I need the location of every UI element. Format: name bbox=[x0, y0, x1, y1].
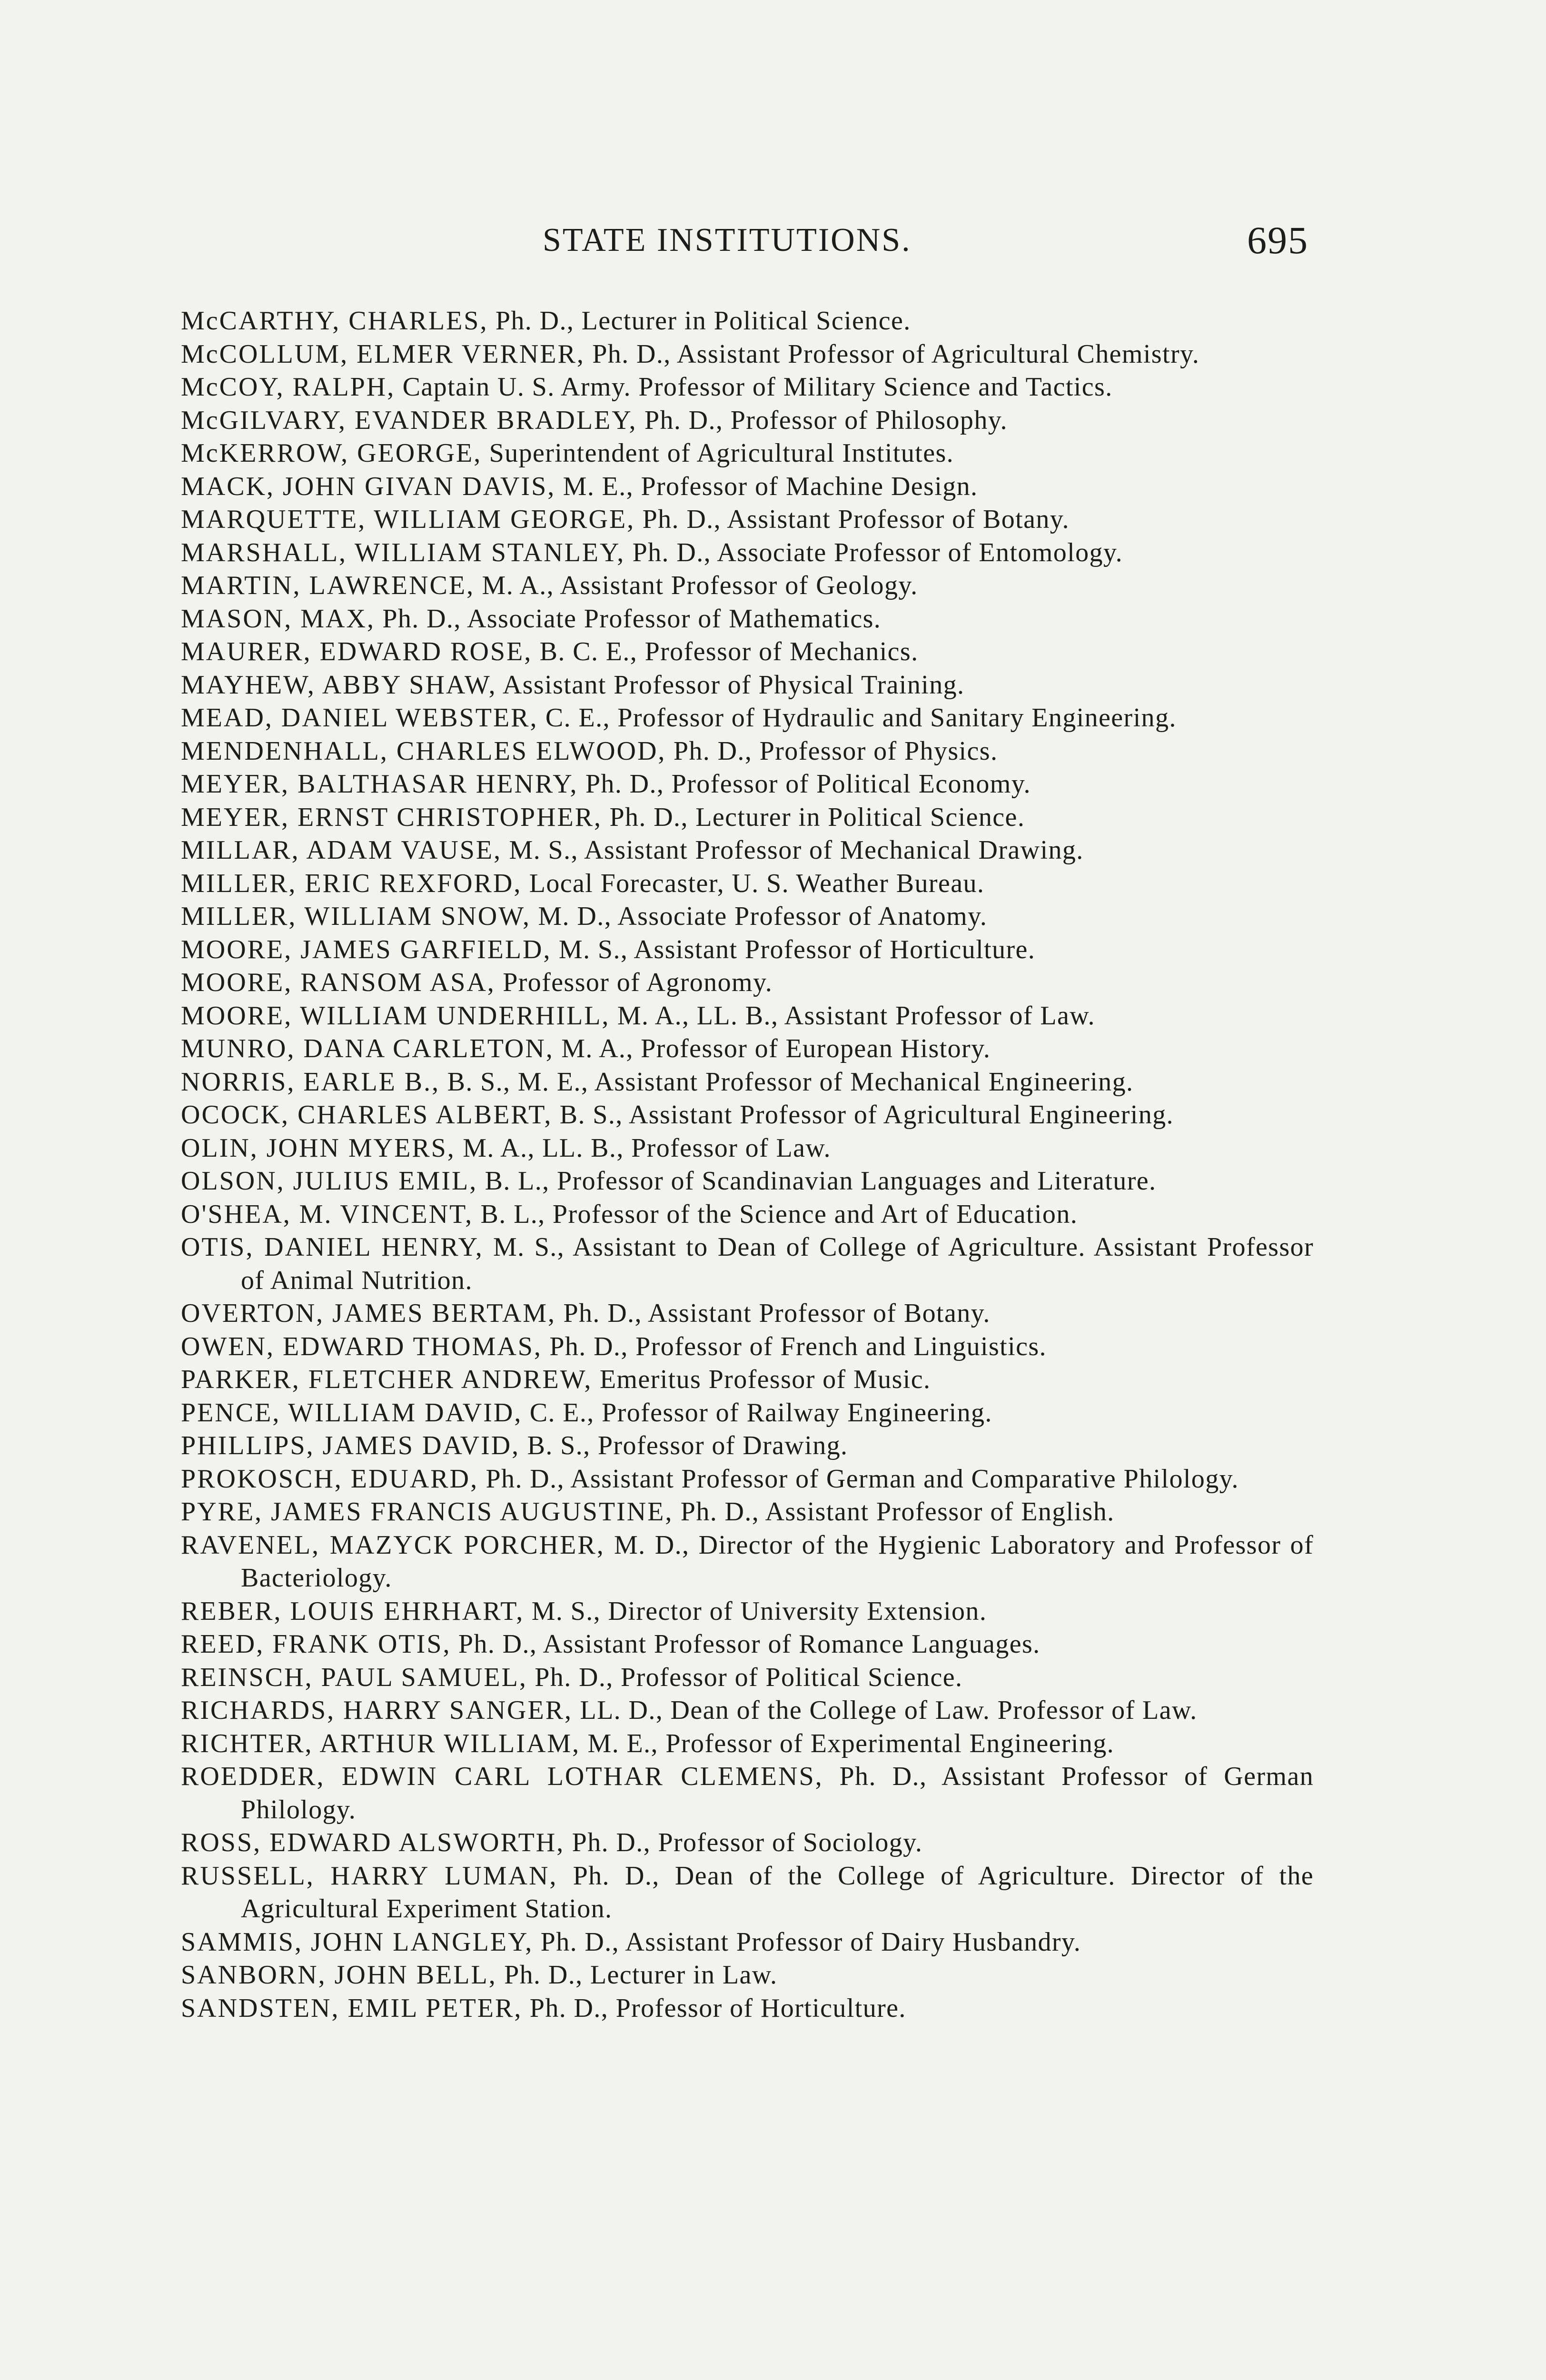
list-item bbox=[181, 569, 1314, 603]
entry-description: Ph. D., Professor of Sociology. bbox=[572, 1828, 923, 1857]
list-item bbox=[181, 1429, 1314, 1463]
entry-description: Ph. D., Associate Professor of Entomology. bbox=[632, 537, 1123, 567]
entry-name: PENCE, WILLIAM DAVID, bbox=[181, 1398, 523, 1428]
list-item bbox=[181, 735, 1314, 768]
entry-name: RICHTER, ARTHUR WILLIAM, bbox=[181, 1728, 581, 1758]
entry-description: Ph. D., Professor of French and Linguistics. bbox=[549, 1331, 1047, 1361]
list-item bbox=[181, 834, 1314, 867]
entry-description: B. S., Professor of Drawing. bbox=[527, 1431, 848, 1460]
entry-name: MILLER, WILLIAM SNOW, bbox=[181, 902, 531, 931]
entry-name: MEAD, DANIEL WEBSTER, bbox=[181, 703, 538, 733]
entry-name: SAMMIS, JOHN LANGLEY, bbox=[181, 1927, 534, 1957]
list-item bbox=[181, 470, 1314, 504]
list-item bbox=[181, 1628, 1314, 1661]
list-item bbox=[181, 1595, 1314, 1628]
entry-name: McCOLLUM, ELMER VERNER, bbox=[181, 339, 585, 369]
entry-description: M. S., Assistant Professor of Horticulture. bbox=[558, 934, 1036, 964]
entry-name: MEYER, ERNST CHRISTOPHER, bbox=[181, 802, 603, 832]
list-item bbox=[181, 933, 1314, 967]
list-item bbox=[181, 1000, 1314, 1033]
entry-name: OWEN, EDWARD THOMAS, bbox=[181, 1331, 542, 1361]
list-item bbox=[181, 1132, 1314, 1165]
list-item bbox=[181, 702, 1314, 735]
entry-name: RICHARDS, HARRY SANGER, bbox=[181, 1696, 573, 1725]
entry-name: OLSON, JULIUS EMIL, bbox=[181, 1166, 478, 1196]
entry-name: PHILLIPS, JAMES DAVID, bbox=[181, 1431, 520, 1460]
list-item bbox=[181, 1297, 1314, 1330]
entry-name: OLIN, JOHN MYERS, bbox=[181, 1133, 456, 1163]
entry-description: M. E., Professor of Experimental Engineering. bbox=[587, 1728, 1115, 1758]
running-title: STATE INSTITUTIONS. bbox=[543, 222, 912, 258]
entry-name: MEYER, BALTHASAR HENRY, bbox=[181, 769, 578, 799]
list-item bbox=[181, 1463, 1314, 1496]
entry-description: B. L., Professor of Scandinavian Languages and Literature. bbox=[485, 1166, 1157, 1196]
entry-description: B. C. E., Professor of Mechanics. bbox=[539, 637, 919, 666]
entry-name: MENDENHALL, CHARLES ELWOOD, bbox=[181, 736, 666, 766]
list-item bbox=[181, 1694, 1314, 1727]
entry-name: MARTIN, LAWRENCE, bbox=[181, 571, 475, 600]
list-item bbox=[181, 1529, 1314, 1595]
entry-description: M. A., Professor of European History. bbox=[561, 1034, 991, 1063]
list-item bbox=[181, 1661, 1314, 1695]
entry-description: Ph. D., Assistant Professor of German Philology. bbox=[241, 1762, 1314, 1825]
entry-description: LL. D., Dean of the College of Law. Professor of Law. bbox=[580, 1696, 1198, 1725]
entry-description: M. A., LL. B., Assistant Professor of Law. bbox=[617, 1001, 1095, 1031]
entry-name: OTIS, DANIEL HENRY, bbox=[181, 1232, 484, 1262]
list-item bbox=[181, 1860, 1314, 1926]
entry-description: M. A., Assistant Professor of Geology. bbox=[482, 571, 918, 600]
entry-name: MACK, JOHN GIVAN DAVIS, bbox=[181, 471, 556, 501]
list-item bbox=[181, 437, 1314, 470]
entry-description: Ph. D., Assistant Professor of Botany. bbox=[642, 505, 1070, 534]
entry-description: Ph. D., Assistant Professor of Agricultural Chemistry. bbox=[592, 339, 1200, 369]
list-item bbox=[181, 635, 1314, 669]
list-item bbox=[181, 503, 1314, 536]
entry-description: Captain U. S. Army. Professor of Military Science and Tactics. bbox=[402, 372, 1113, 402]
entry-description: C. E., Professor of Railway Engineering. bbox=[529, 1398, 992, 1428]
list-item bbox=[181, 338, 1314, 371]
list-item bbox=[181, 536, 1314, 570]
list-item bbox=[181, 305, 1314, 338]
list-item bbox=[181, 867, 1314, 901]
entry-name: SANBORN, JOHN BELL, bbox=[181, 1960, 497, 1990]
list-item bbox=[181, 801, 1314, 834]
entry-description: M. S., Assistant Professor of Mechanical Drawing. bbox=[509, 835, 1084, 865]
entry-description: Ph. D., Professor of Physics. bbox=[673, 736, 998, 766]
list-item bbox=[181, 966, 1314, 1000]
entry-name: REED, FRANK OTIS, bbox=[181, 1629, 451, 1659]
page-number: 695 bbox=[1247, 218, 1308, 262]
entry-description: M. D., Associate Professor of Anatomy. bbox=[538, 902, 988, 931]
entry-name: MAYHEW, ABBY SHAW, bbox=[181, 670, 497, 700]
list-item bbox=[181, 371, 1314, 404]
entry-description: Ph. D., Professor of Philosophy. bbox=[644, 405, 1008, 435]
entry-name: MILLAR, ADAM VAUSE, bbox=[181, 835, 502, 865]
entry-description: Ph. D., Professor of Political Science. bbox=[535, 1662, 963, 1692]
running-header bbox=[0, 214, 1546, 267]
entry-name: McCOY, RALPH, bbox=[181, 372, 396, 402]
entry-name: SANDSTEN, EMIL PETER, bbox=[181, 1993, 523, 2023]
list-item bbox=[181, 1397, 1314, 1430]
list-item bbox=[181, 1032, 1314, 1066]
entry-name: McGILVARY, EVANDER BRADLEY, bbox=[181, 405, 637, 435]
list-item bbox=[181, 1363, 1314, 1397]
entry-name: OVERTON, JAMES BERTAM, bbox=[181, 1299, 556, 1328]
entry-name: McCARTHY, CHARLES, bbox=[181, 306, 488, 336]
list-item bbox=[181, 1198, 1314, 1231]
entry-name: MOORE, RANSOM ASA, bbox=[181, 968, 496, 997]
entry-description: Ph. D., Lecturer in Political Science. bbox=[495, 306, 911, 336]
entry-description: B. S., M. E., Assistant Professor of Mechanical Engineering. bbox=[447, 1067, 1134, 1097]
entry-name: MILLER, ERIC REXFORD, bbox=[181, 868, 522, 898]
entry-name: NORRIS, EARLE B., bbox=[181, 1067, 440, 1097]
list-item bbox=[181, 900, 1314, 933]
entry-name: McKERROW, GEORGE, bbox=[181, 438, 482, 468]
entry-name: PARKER, FLETCHER ANDREW, bbox=[181, 1365, 593, 1394]
list-item bbox=[181, 603, 1314, 636]
entry-name: REBER, LOUIS EHRHART, bbox=[181, 1596, 525, 1626]
entry-description: B. L., Professor of the Science and Art of Education. bbox=[480, 1199, 1078, 1229]
entry-description: M. S., Assistant to Dean of College of Agriculture. Assistant Professor of Animal Nutrition. bbox=[241, 1232, 1314, 1295]
list-item bbox=[181, 404, 1314, 437]
list-item bbox=[181, 1099, 1314, 1132]
entry-description: Ph. D., Lecturer in Political Science. bbox=[609, 802, 1025, 832]
entry-description: M. A., LL. B., Professor of Law. bbox=[463, 1133, 831, 1163]
entry-description: Ph. D., Associate Professor of Mathematics. bbox=[382, 604, 882, 634]
list-item bbox=[181, 669, 1314, 702]
entry-description: Ph. D., Professor of Political Economy. bbox=[585, 769, 1031, 799]
entry-description: Ph. D., Professor of Horticulture. bbox=[529, 1993, 906, 2023]
entry-description: Ph. D., Assistant Professor of Dairy Husbandry. bbox=[540, 1927, 1081, 1957]
entry-description: Assistant Professor of Physical Training. bbox=[502, 670, 965, 700]
entry-name: MUNRO, DANA CARLETON, bbox=[181, 1034, 554, 1063]
list-item bbox=[181, 1330, 1314, 1364]
entry-description: Ph. D., Assistant Professor of Romance Languages. bbox=[458, 1629, 1041, 1659]
faculty-list bbox=[181, 305, 1314, 2025]
entry-name: OCOCK, CHARLES ALBERT, bbox=[181, 1100, 553, 1130]
entry-name: ROSS, EDWARD ALSWORTH, bbox=[181, 1828, 565, 1857]
entry-name: RAVENEL, MAZYCK PORCHER, bbox=[181, 1530, 605, 1560]
list-item bbox=[181, 1496, 1314, 1529]
list-item bbox=[181, 1066, 1314, 1099]
entry-description: Ph. D., Dean of the College of Agriculture. Director of the Agricultural Experiment Station. bbox=[241, 1861, 1314, 1924]
list-item bbox=[181, 1231, 1314, 1297]
entry-description: Ph. D., Assistant Professor of Botany. bbox=[563, 1299, 991, 1328]
entry-description: M. D., Director of the Hygienic Laboratory and Professor of Bacteriology. bbox=[241, 1530, 1314, 1593]
list-item bbox=[181, 1165, 1314, 1198]
entry-description: Emeritus Professor of Music. bbox=[599, 1365, 931, 1394]
entry-description: Ph. D., Assistant Professor of German and Comparative Philology. bbox=[486, 1464, 1239, 1494]
list-item bbox=[181, 768, 1314, 801]
entry-description: M. E., Professor of Machine Design. bbox=[563, 471, 978, 501]
list-item bbox=[181, 1826, 1314, 1860]
entry-name: MOORE, JAMES GARFIELD, bbox=[181, 934, 552, 964]
entry-name: MARQUETTE, WILLIAM GEORGE, bbox=[181, 505, 635, 534]
entry-name: RUSSELL, HARRY LUMAN, bbox=[181, 1861, 558, 1891]
entry-name: O'SHEA, M. VINCENT, bbox=[181, 1199, 474, 1229]
entry-description: C. E., Professor of Hydraulic and Sanitary Engineering. bbox=[545, 703, 1177, 733]
list-item bbox=[181, 1926, 1314, 1959]
list-item bbox=[181, 1760, 1314, 1826]
entry-name: MAURER, EDWARD ROSE, bbox=[181, 637, 533, 666]
entry-description: Professor of Agronomy. bbox=[503, 968, 773, 997]
entry-description: Superintendent of Agricultural Institutes. bbox=[489, 438, 954, 468]
entry-name: PYRE, JAMES FRANCIS AUGUSTINE, bbox=[181, 1497, 674, 1527]
entry-description: M. S., Director of University Extension. bbox=[531, 1596, 987, 1626]
entry-name: MASON, MAX, bbox=[181, 604, 375, 634]
entry-description: Ph. D., Assistant Professor of English. bbox=[680, 1497, 1115, 1527]
list-item bbox=[181, 1727, 1314, 1761]
entry-name: PROKOSCH, EDUARD, bbox=[181, 1464, 479, 1494]
list-item bbox=[181, 1992, 1314, 2025]
entry-name: ROEDDER, EDWIN CARL LOTHAR CLEMENS, bbox=[181, 1762, 823, 1791]
entry-name: MOORE, WILLIAM UNDERHILL, bbox=[181, 1001, 610, 1031]
entry-name: MARSHALL, WILLIAM STANLEY, bbox=[181, 537, 625, 567]
entry-description: Local Forecaster, U. S. Weather Bureau. bbox=[529, 868, 985, 898]
entry-description: B. S., Assistant Professor of Agricultural Engineering. bbox=[559, 1100, 1174, 1130]
entry-description: Ph. D., Lecturer in Law. bbox=[504, 1960, 778, 1990]
entry-name: REINSCH, PAUL SAMUEL, bbox=[181, 1662, 527, 1692]
list-item bbox=[181, 1959, 1314, 1992]
